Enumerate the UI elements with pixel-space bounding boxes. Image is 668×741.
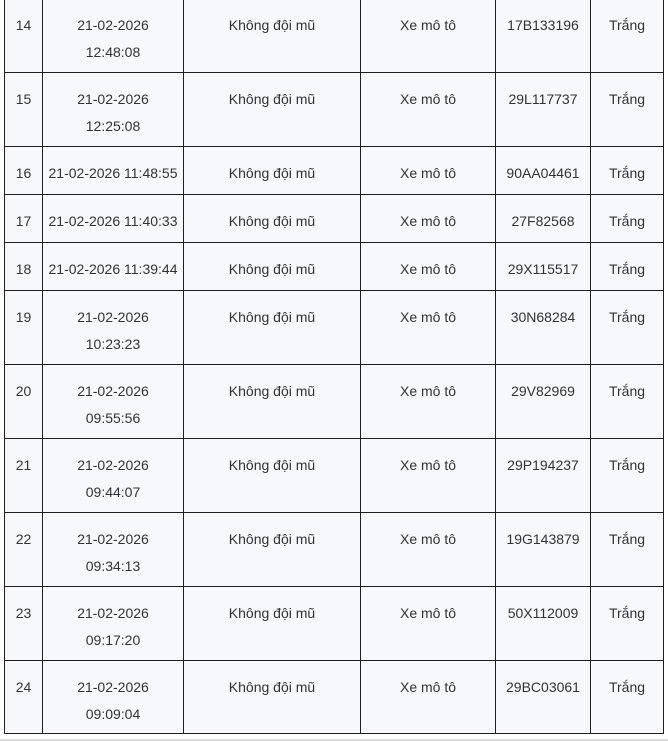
row-index-cell [5, 587, 43, 661]
violation-cell [184, 73, 361, 147]
license-plate: 29V82969 [511, 383, 575, 399]
plate-color-cell [591, 587, 664, 661]
violation-type: Không đội mũ [228, 261, 316, 277]
plate-color: Trắng [608, 17, 646, 33]
violation-type: Không đội mũ [228, 605, 316, 621]
vehicle-type: Xe mô tô [399, 679, 457, 695]
vehicle-type-cell [361, 365, 496, 439]
plate-color: Trắng [608, 605, 646, 621]
vehicle-type: Xe mô tô [399, 457, 457, 473]
vehicle-type: Xe mô tô [399, 213, 457, 229]
row-index-cell [5, 365, 43, 439]
violation-time: 21-02-2026 09:34:13 [77, 531, 149, 574]
row-index-cell [5, 513, 43, 587]
license-plate: 50X112009 [507, 605, 579, 621]
violations-table [4, 0, 664, 734]
plate-cell [496, 73, 591, 147]
violation-cell [184, 661, 361, 734]
plate-color-cell [591, 513, 664, 587]
row-index-cell [5, 195, 43, 243]
row-index: 17 [15, 213, 32, 229]
row-index-cell [5, 0, 43, 73]
violation-type: Không đội mũ [228, 679, 316, 695]
table-row [5, 195, 664, 243]
table-row [5, 73, 664, 147]
table-row [5, 365, 664, 439]
row-index: 14 [15, 17, 32, 33]
violation-time: 21-02-2026 09:44:07 [77, 457, 149, 500]
license-plate: 29L117737 [508, 91, 578, 107]
vehicle-type: Xe mô tô [399, 309, 457, 325]
vehicle-type: Xe mô tô [399, 17, 457, 33]
violation-type: Không đội mũ [228, 17, 316, 33]
table-row [5, 147, 664, 195]
time-cell [43, 365, 184, 439]
vehicle-type-cell [361, 243, 496, 291]
vehicle-type: Xe mô tô [399, 91, 457, 107]
violation-time: 21-02-2026 10:23:23 [77, 309, 149, 352]
violation-type: Không đội mũ [228, 91, 316, 107]
license-plate: 17B133196 [507, 17, 579, 33]
row-index-cell [5, 661, 43, 734]
plate-cell [496, 147, 591, 195]
time-cell [43, 587, 184, 661]
plate-color-cell [591, 195, 664, 243]
plate-color: Trắng [608, 165, 646, 181]
violation-time: 21-02-2026 11:39:44 [48, 261, 178, 277]
plate-color-cell [591, 147, 664, 195]
vehicle-type-cell [361, 291, 496, 365]
plate-color: Trắng [608, 457, 646, 473]
plate-color: Trắng [608, 679, 646, 695]
violation-cell [184, 147, 361, 195]
row-index: 22 [15, 531, 32, 547]
time-cell [43, 291, 184, 365]
plate-color-cell [591, 243, 664, 291]
violation-time: 21-02-2026 09:17:20 [77, 605, 149, 648]
plate-cell [496, 195, 591, 243]
vehicle-type-cell [361, 147, 496, 195]
vehicle-type-cell [361, 513, 496, 587]
plate-color: Trắng [608, 383, 646, 399]
violation-cell [184, 587, 361, 661]
row-index: 21 [15, 457, 32, 473]
vehicle-type: Xe mô tô [399, 383, 457, 399]
plate-cell [496, 291, 591, 365]
plate-color: Trắng [608, 213, 646, 229]
violation-cell [184, 439, 361, 513]
license-plate: 27F82568 [511, 213, 575, 229]
violation-type: Không đội mũ [228, 383, 316, 399]
violation-type: Không đội mũ [228, 309, 316, 325]
table-row [5, 291, 664, 365]
plate-cell [496, 513, 591, 587]
license-plate: 19G143879 [506, 531, 580, 547]
row-index: 18 [15, 261, 32, 277]
violation-cell [184, 365, 361, 439]
row-index-cell [5, 73, 43, 147]
license-plate: 29X115517 [507, 261, 579, 277]
violation-type: Không đội mũ [228, 213, 316, 229]
row-index: 19 [15, 309, 32, 325]
plate-color-cell [591, 439, 664, 513]
violation-cell [184, 243, 361, 291]
vehicle-type-cell [361, 195, 496, 243]
table-row [5, 0, 664, 73]
plate-color-cell [591, 661, 664, 734]
row-index-cell [5, 439, 43, 513]
vehicle-type-cell [361, 0, 496, 73]
violation-time: 21-02-2026 12:48:08 [77, 17, 149, 60]
plate-color: Trắng [608, 91, 646, 107]
time-cell [43, 439, 184, 513]
vehicle-type-cell [361, 73, 496, 147]
violation-cell [184, 0, 361, 73]
violation-type: Không đội mũ [228, 531, 316, 547]
row-index-cell [5, 243, 43, 291]
row-index: 15 [15, 91, 32, 107]
violation-type: Không đội mũ [228, 457, 316, 473]
violation-time: 21-02-2026 11:48:55 [48, 165, 178, 181]
plate-color: Trắng [608, 309, 646, 325]
row-index-cell [5, 291, 43, 365]
violation-time: 21-02-2026 12:25:08 [77, 91, 149, 134]
time-cell [43, 73, 184, 147]
plate-cell [496, 243, 591, 291]
row-index-cell [5, 147, 43, 195]
table-row [5, 661, 664, 734]
time-cell [43, 661, 184, 734]
plate-color: Trắng [608, 261, 646, 277]
row-index: 16 [15, 165, 32, 181]
plate-cell [496, 661, 591, 734]
time-cell [43, 513, 184, 587]
time-cell [43, 147, 184, 195]
violation-time: 21-02-2026 09:55:56 [77, 383, 149, 426]
license-plate: 29P194237 [507, 457, 579, 473]
time-cell [43, 0, 184, 73]
time-cell [43, 243, 184, 291]
violation-type: Không đội mũ [228, 165, 316, 181]
vehicle-type-cell [361, 661, 496, 734]
plate-cell [496, 439, 591, 513]
row-index: 23 [15, 605, 32, 621]
vehicle-type: Xe mô tô [399, 531, 457, 547]
table-row [5, 587, 664, 661]
violation-cell [184, 513, 361, 587]
plate-color-cell [591, 0, 664, 73]
license-plate: 90AA04461 [506, 165, 580, 181]
vehicle-type-cell [361, 439, 496, 513]
time-cell [43, 195, 184, 243]
vehicle-type: Xe mô tô [399, 605, 457, 621]
plate-cell [496, 365, 591, 439]
row-index: 20 [15, 383, 32, 399]
violation-time: 21-02-2026 11:40:33 [48, 213, 178, 229]
violation-cell [184, 195, 361, 243]
table-row [5, 243, 664, 291]
license-plate: 29BC03061 [506, 679, 580, 695]
plate-cell [496, 587, 591, 661]
vehicle-type: Xe mô tô [399, 261, 457, 277]
table-row [5, 513, 664, 587]
plate-color: Trắng [608, 531, 646, 547]
license-plate: 30N68284 [510, 309, 576, 325]
plate-color-cell [591, 291, 664, 365]
plate-cell [496, 0, 591, 73]
table-row [5, 439, 664, 513]
violation-time: 21-02-2026 09:09:04 [77, 679, 149, 722]
vehicle-type-cell [361, 587, 496, 661]
vehicle-type: Xe mô tô [399, 165, 457, 181]
plate-color-cell [591, 73, 664, 147]
plate-color-cell [591, 365, 664, 439]
violations-table-container [4, 0, 663, 734]
violation-cell [184, 291, 361, 365]
row-index: 24 [15, 679, 32, 695]
